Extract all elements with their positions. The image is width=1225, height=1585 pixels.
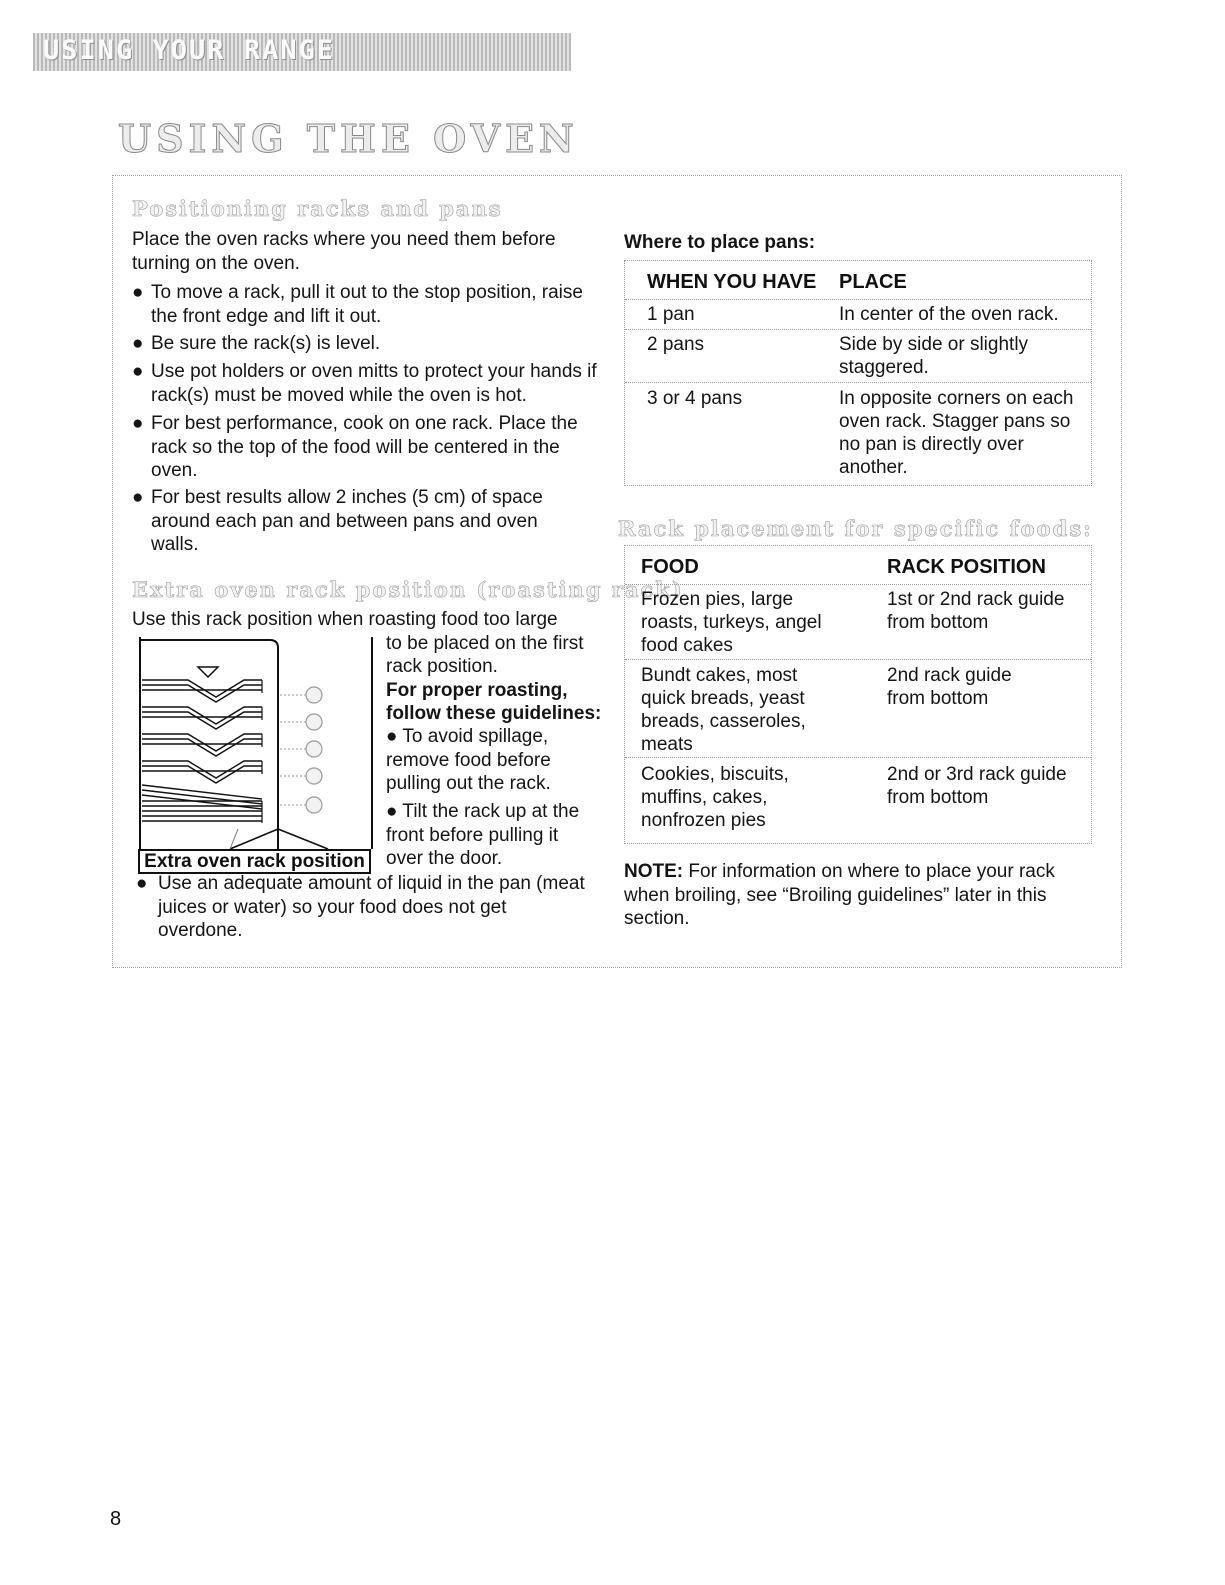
guideline-bullet-cont: pulling out the rack. [386, 773, 551, 794]
positioning-heading: Positioning racks and pans [132, 196, 503, 221]
illustration-label: Extra oven rack position [138, 849, 371, 874]
positioning-bullet: ● Be sure the rack(s) is level. [132, 333, 381, 354]
table-row [625, 757, 1091, 845]
section-header-bar [33, 33, 571, 71]
pans-cell-place: In center of the oven rack. [839, 304, 1059, 325]
table-row [625, 584, 1091, 660]
note [624, 860, 1099, 931]
rack-foods-table-header [625, 546, 1091, 584]
extra-rack-intro-cont: to be placed on the first [386, 633, 584, 654]
pans-cell-place: Side by side or slightly staggered. [839, 334, 1029, 378]
pans-cell-have: 3 or 4 pans [647, 388, 743, 409]
positioning-bullet: ● Use pot holders or oven mitts to protect your hands if rack(s) must be moved while the oven is hot. [132, 361, 597, 406]
guidelines-title: follow these guidelines: [386, 703, 602, 724]
table-row [625, 329, 1091, 383]
rack-foods-header-position: RACK POSITION [887, 556, 1046, 578]
pans-title: Where to place pans: [624, 232, 816, 253]
extra-rack-final-bullet: ● Use an adequate amount of liquid in the pan (meat juices or water) so your food does not get overdone. [136, 873, 585, 941]
rack-foods-cell-position: 2nd rack guide from bottom [887, 665, 1012, 709]
guideline-bullet-cont: remove food before [386, 750, 551, 771]
pans-cell-place: In opposite corners on each oven rack. Stagger pans so no pan is directly over another. [839, 388, 1074, 478]
guideline-bullet-cont: front before pulling it [386, 825, 559, 846]
pans-table-header [625, 261, 1091, 299]
section-header-title: USING YOUR RANGE [43, 35, 336, 66]
rack-foods-cell-position: 1st or 2nd rack guide from bottom [887, 589, 1065, 633]
extra-rack-intro-cont: rack position. [386, 656, 498, 677]
guideline-bullet: ● To avoid spillage, [386, 726, 549, 747]
rack-foods-header-food: FOOD [641, 556, 699, 578]
extra-rack-intro: Use this rack position when roasting food too large [132, 609, 558, 630]
note-label: NOTE: [624, 861, 684, 882]
guidelines-title: For proper roasting, [386, 680, 568, 701]
pans-header-have: WHEN YOU HAVE [647, 271, 817, 293]
rack-foods-cell-food: Bundt cakes, most quick breads, yeast breads, casseroles, meats [641, 665, 806, 755]
table-row [625, 382, 1091, 487]
page-number: 8 [110, 1508, 122, 1530]
positioning-intro: Place the oven racks where you need them before turning on the oven. [132, 229, 556, 274]
page-title: USING THE OVEN [118, 116, 579, 161]
rack-foods-table [624, 545, 1092, 844]
rack-foods-heading: Rack placement for specific foods: [618, 516, 1093, 541]
table-row [625, 299, 1091, 330]
table-row [625, 659, 1091, 758]
pans-table [624, 260, 1092, 486]
positioning-bullet: ● For best results allow 2 inches (5 cm) of space around each pan and between pans and oven walls. [132, 487, 543, 555]
positioning-bullet: ● To move a rack, pull it out to the stop position, raise the front edge and lift it out. [132, 282, 583, 327]
rack-foods-cell-food: Frozen pies, large roasts, turkeys, angel food cakes [641, 589, 822, 656]
oven-rack-illustration [138, 633, 375, 876]
pans-cell-have: 1 pan [647, 304, 695, 325]
guideline-bullet: ● Tilt the rack up at the [386, 801, 580, 822]
pans-header-place: PLACE [839, 271, 907, 293]
guideline-bullet-cont: over the door. [386, 848, 503, 869]
pans-cell-have: 2 pans [647, 334, 705, 355]
note-text: For information on where to place your rack when broiling, see “Broiling guidelines” later in this section. [624, 861, 1055, 929]
rack-foods-cell-position: 2nd or 3rd rack guide from bottom [887, 764, 1067, 808]
rack-foods-cell-food: Cookies, biscuits, muffins, cakes, nonfrozen pies [641, 764, 789, 831]
positioning-bullet: ● For best performance, cook on one rack. Place the rack so the top of the food will be centered in the oven. [132, 413, 578, 481]
extra-rack-heading: Extra oven rack position (roasting rack) [132, 577, 684, 602]
